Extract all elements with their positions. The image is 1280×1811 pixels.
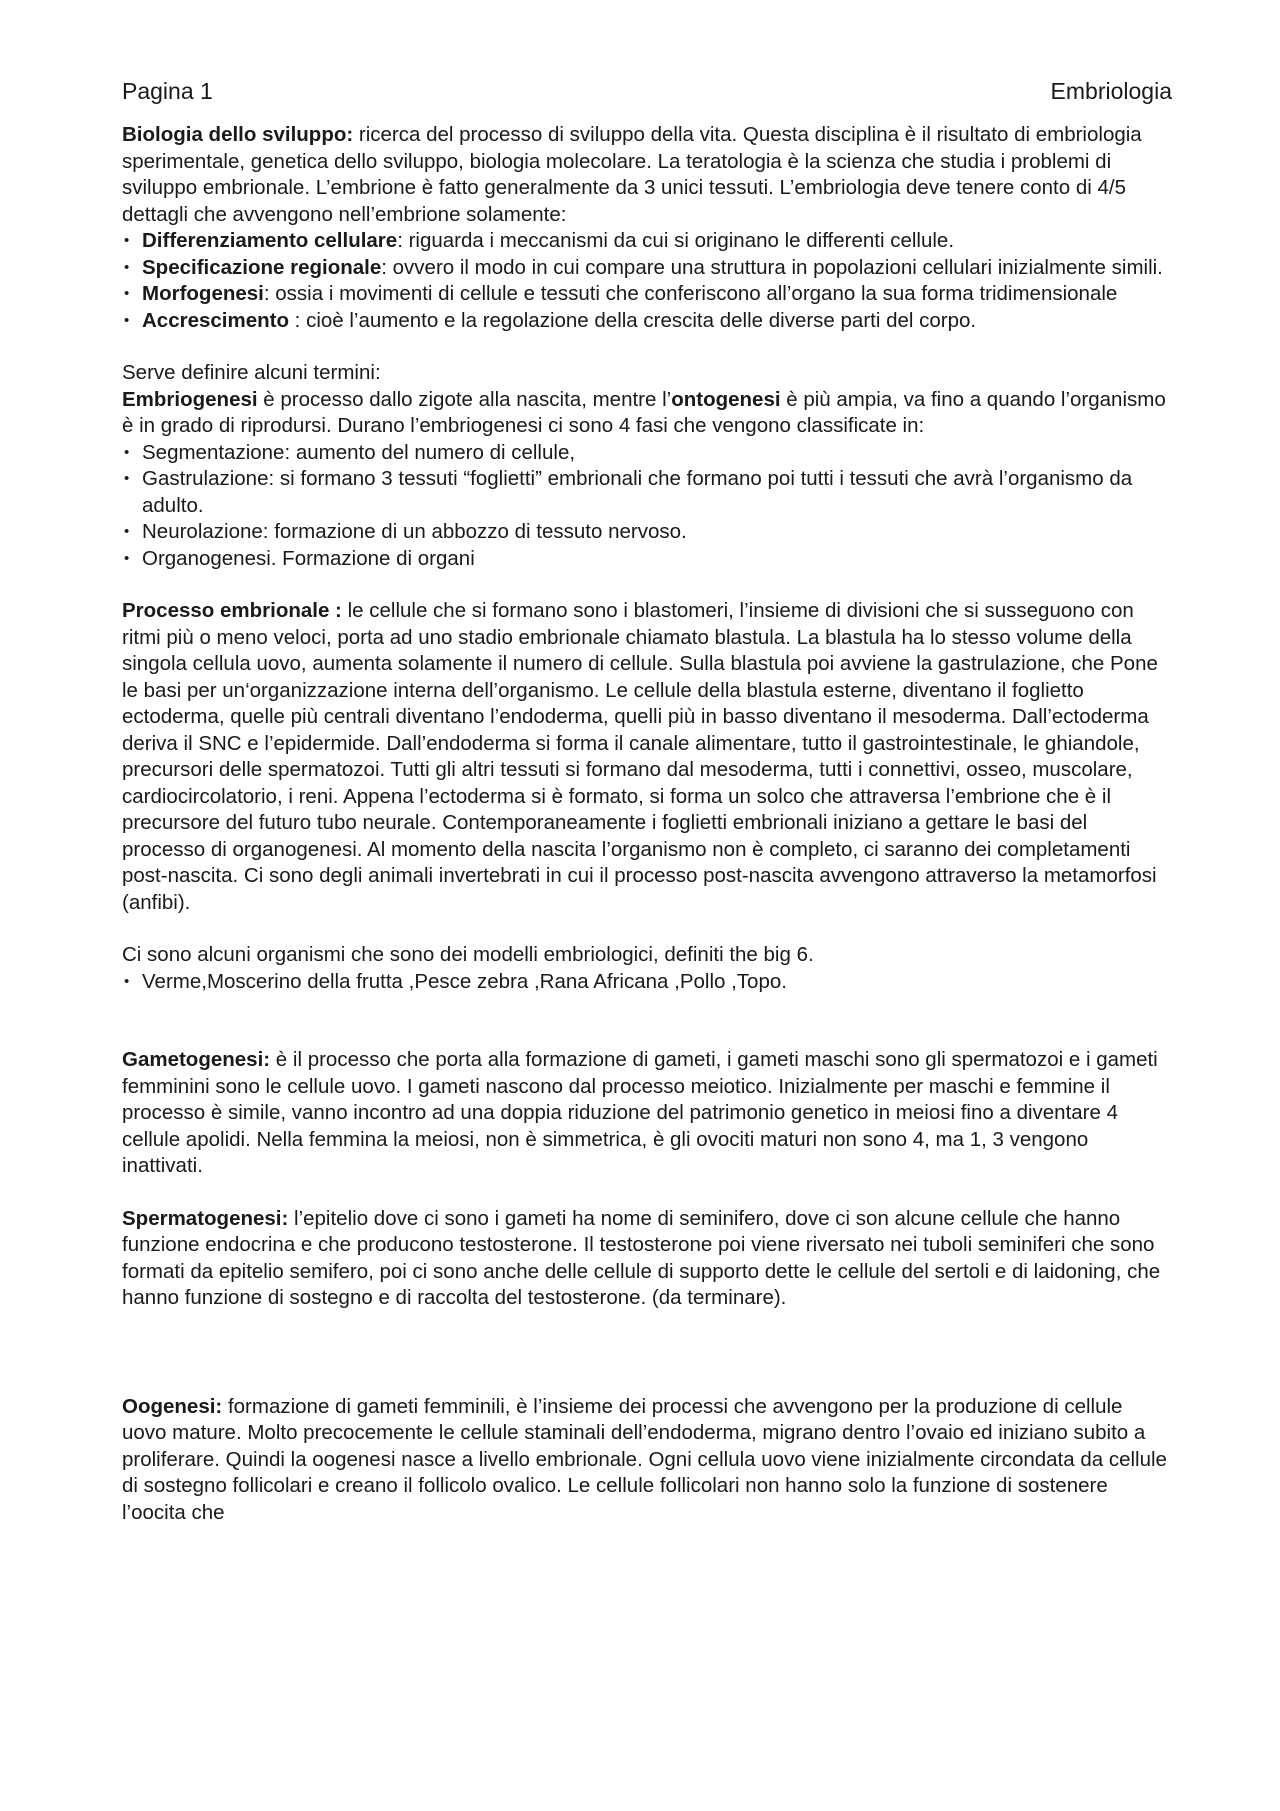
list-item — [122, 228, 1172, 255]
list-item-text: : ossia i movimenti di cellule e tessuti che conferiscono all’organo la sua forma tridimensionale — [263, 282, 1118, 305]
spermatogenesi-text: l’epitelio dove ci sono i gameti ha nome di seminifero, dove ci son alcune cellule che hanno funzione endocrina e che producono testosterone. Il testosterone poi viene riversato nei tuboli seminiferi che sono formati da epitelio semifero, poi ci sono anche delle cellule di supporto dette le cellule del sertoli e di laidoning, che hanno funzione di sostegno e di raccolta del testosterone. (da terminare). — [122, 1206, 1161, 1309]
term-processo-embrionale: Processo embrionale : — [122, 599, 342, 622]
section-gametogenesi — [122, 1047, 1172, 1180]
document-page — [122, 76, 1172, 1526]
paragraph-gametogenesi — [122, 1047, 1172, 1180]
list-item-text: : cioè l’aumento e la regolazione della crescita delle diverse parti del corpo. — [288, 308, 977, 332]
terms-text-2: è più ampia, va fino a quando l’organismo è in grado di riprodursi. Durano l’embriogenesi ci sono 4 fasi che vengono classificate in: — [122, 387, 1166, 437]
list-item-text: : riguarda i meccanismi da cui si originano le differenti cellule. — [397, 229, 955, 252]
paragraph-spermatogenesi — [122, 1206, 1172, 1312]
list-item-text: : ovvero il modo in cui compare una struttura in popolazioni cellulari inizialmente simili. — [381, 255, 1163, 279]
list-item — [122, 308, 1172, 335]
section-spermatogenesi — [122, 1206, 1172, 1312]
section-termini — [122, 360, 1172, 572]
terms-text-1: è processo dallo zigote alla nascita, mentre l’ — [257, 387, 672, 411]
paragraph-oogenesi — [122, 1394, 1172, 1527]
list-item: • Verme,Moscerino della frutta ,Pesce zebra ,Rana Africana ,Pollo ,Topo. — [122, 969, 1172, 996]
intro-text: ricerca del processo di sviluppo della vita. Questa disciplina è il risultato di embriologia sperimentale, genetica dello sviluppo, biologia molecolare. La teratologia è la scienza che studia i problemi di sviluppo embrionale. L’embrione è fatto generalmente da 3 unici tessuti. L’embriologia deve tenere conto di 4/5 dettagli che avvengono nell’embrione solamente: — [122, 123, 1142, 226]
document-title: Embriologia — [1050, 78, 1172, 104]
list-item: • Organogenesi. Formazione di organi — [122, 546, 1172, 573]
list-item — [122, 281, 1172, 308]
section-processo-embrionale — [122, 598, 1172, 916]
list-modelli — [122, 969, 1172, 996]
list-item-term: Morfogenesi — [142, 282, 264, 305]
list-details — [122, 228, 1172, 334]
section-biologia-sviluppo — [122, 122, 1172, 334]
page-header — [122, 76, 1172, 106]
term-oogenesi: Oogenesi: — [122, 1394, 223, 1418]
gametogenesi-text: è il processo che porta alla formazione di gameti, i gameti maschi sono gli spermatozoi e i gameti femminini sono le cellule uovo. I gameti nascono dal processo meiotico. Inizialmente per maschi e femmine il processo è simile, vanno incontro ad una doppia riduzione del patrimonio genetico in meiosi fino a diventare 4 cellule apolidi. Nella femmina la meiosi, non è simmetrica, è gli ovociti maturi non sono 4, ma 1, 3 vengono inattivati. — [122, 1048, 1158, 1177]
paragraph-processo — [122, 598, 1172, 916]
terms-lead: Serve definire alcuni termini: — [122, 361, 381, 384]
list-item-term: Accrescimento — [142, 308, 289, 332]
paragraph-intro — [122, 122, 1172, 228]
list-item: • Segmentazione: aumento del numero di cellule, — [122, 440, 1172, 467]
list-item: • Gastrulazione: si formano 3 tessuti “foglietti” embrionali che formano poi tutti i tessuti che avrà l’organismo da adulto. — [122, 466, 1172, 519]
term-spermatogenesi: Spermatogenesi: — [122, 1206, 289, 1230]
list-item — [122, 255, 1172, 282]
term-biologia-sviluppo: Biologia dello sviluppo: — [122, 123, 354, 146]
paragraph-embriogenesi — [122, 387, 1172, 440]
processo-text: le cellule che si formano sono i blastomeri, l’insieme di divisioni che si susseguono con ritmi più o meno veloci, porta ad uno stadio embrionale chiamato blastula. La blastula ha lo stesso volume della singola cellula uovo, aumenta solamente il numero di cellule. Sulla blastula poi avviene la gastrulazione, che Pone le basi per un‘organizzazione interna dell’organismo. Le cellule della blastula esterne, diventano il foglietto ectoderma, quelle più centrali diventano l’endoderma, quelli più in basso diventano il mesoderma. Dall’ectoderma deriva il SNC e l’epidermide. Dall’endoderma si forma il canale alimentare, tutto il gastrointestinale, le ghiandole, precursori delle spermatozoi. Tutti gli altri tessuti si formano dal mesoderma, tutti i connettivi, osseo, muscolare, cardiocircolatorio, i reni. Appena l’ectoderma si è formato, si forma un solco che attraversa l’embrione che è il precursore del futuro tubo neurale. Contemporaneamente i foglietti embrionali iniziano a gettare le basi del processo di organogenesi. Al momento della nascita l’organismo non è completo, ci saranno dei completamenti post-nascita. Ci sono degli animali invertebrati in cui il processo post-nascita avvengono attraverso la metamorfosi (anfibi). — [122, 599, 1158, 914]
page-number: Pagina 1 — [122, 78, 213, 104]
term-ontogenesi: ontogenesi — [671, 387, 781, 411]
list-item-term: Specificazione regionale — [142, 255, 382, 279]
list-item: • Neurolazione: formazione di un abbozzo di tessuto nervoso. — [122, 519, 1172, 546]
list-fasi — [122, 440, 1172, 573]
section-oogenesi — [122, 1394, 1172, 1527]
list-item-term: Differenziamento cellulare — [142, 229, 398, 252]
oogenesi-text: formazione di gameti femminili, è l’insieme dei processi che avvengono per la produzione di cellule uovo mature. Molto precocemente le cellule staminali dell’endoderma, migrano dentro l’ovaio ed iniziano subito a proliferare. Quindi la oogenesi nasce a livello embrionale. Ogni cellula uovo viene inizialmente circondata da cellule di sostegno follicolari e creano il follicolo ovalico. Le cellule follicolari non hanno solo la funzione di sostenere l’oocita che — [122, 1394, 1167, 1524]
term-embriogenesi: Embriogenesi — [122, 387, 258, 411]
paragraph-modelli: Ci sono alcuni organismi che sono dei modelli embriologici, definiti the big 6. — [122, 943, 814, 966]
term-gametogenesi: Gametogenesi: — [122, 1048, 271, 1071]
section-modelli — [122, 942, 1172, 995]
